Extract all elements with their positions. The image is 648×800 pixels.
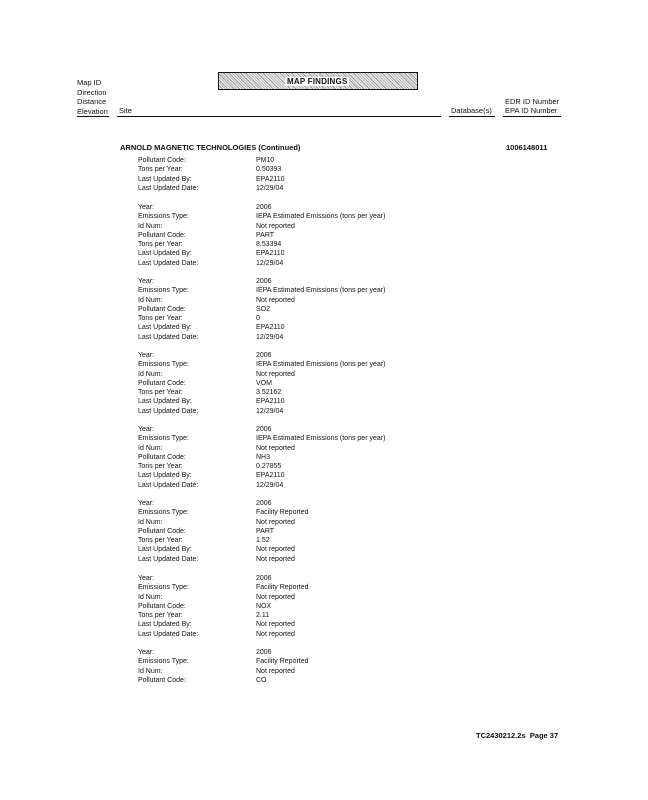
row-label: Pollutant Code: — [138, 676, 186, 684]
row-label: Year: — [138, 426, 155, 433]
database-label: Database(s) — [451, 106, 492, 115]
row-value: 8.53394 — [256, 241, 282, 249]
row-value: Facility Reported — [256, 584, 309, 592]
row-value: Facility Reported — [256, 658, 309, 666]
row-value: Not reported — [256, 667, 295, 675]
map-id-label: Map ID — [77, 78, 102, 87]
row-label: Tons per Year: — [138, 166, 183, 174]
row-value: Not reported — [256, 593, 295, 601]
row-value: IEPA Estimated Emissions (tons per year) — [256, 213, 386, 221]
row-label: Emissions Type: — [138, 361, 189, 369]
row-label: Id Num: — [138, 370, 163, 378]
row-label: Last Updated By: — [138, 250, 192, 258]
row-value: IEPA Estimated Emissions (tons per year) — [256, 435, 386, 443]
row-value: PART — [256, 527, 275, 535]
site-underline — [117, 116, 441, 117]
row-value: 2006 — [256, 204, 272, 211]
row-label: Tons per Year: — [138, 315, 183, 323]
row-label: Emissions Type: — [138, 509, 189, 517]
row-value: NOX — [256, 602, 272, 610]
section-title: ARNOLD MAGNETIC TECHNOLOGIES (Continued) — [120, 143, 301, 152]
row-label: Last Updated Date: — [138, 555, 199, 563]
row-label: Pollutant Code: — [138, 527, 186, 535]
row-value: 0.27855 — [256, 463, 282, 471]
row-label: Last Updated By: — [138, 175, 192, 183]
row-value: Not reported — [256, 296, 295, 304]
row-label: Year: — [138, 500, 155, 507]
row-value: 2.11 — [256, 612, 270, 620]
row-label: Id Num: — [138, 296, 163, 304]
row-label: Last Updated By: — [138, 546, 192, 554]
row-label: Pollutant Code: — [138, 453, 186, 461]
row-value: IEPA Estimated Emissions (tons per year) — [256, 361, 386, 369]
row-label: Id Num: — [138, 593, 163, 601]
footer-page-number: Page 37 — [529, 731, 559, 740]
row-value: Not reported — [256, 444, 295, 452]
row-label: Year: — [138, 575, 155, 582]
row-label: Emissions Type: — [138, 213, 189, 221]
row-value: VOM — [256, 379, 272, 387]
epa-id-label: EPA ID Number — [505, 106, 558, 115]
row-label: Last Updated By: — [138, 324, 192, 332]
row-value: 1.52 — [256, 537, 270, 545]
row-label: Last Updated Date: — [138, 407, 199, 415]
row-value: NH3 — [256, 453, 271, 461]
row-value: Facility Reported — [256, 509, 309, 517]
elevation-label: Elevation — [77, 106, 108, 116]
row-label: Id Num: — [138, 444, 163, 452]
row-value: EPA2110 — [256, 324, 285, 332]
row-label: Year: — [138, 278, 155, 285]
row-value: 2006 — [256, 649, 272, 656]
row-label: Tons per Year: — [138, 389, 183, 397]
row-label: Emissions Type: — [138, 584, 189, 592]
row-label: Emissions Type: — [138, 435, 189, 443]
edr-id-label: EDR ID Number — [505, 97, 560, 106]
row-label: Last Updated Date: — [138, 184, 199, 192]
row-value: 3.52162 — [256, 389, 282, 397]
row-value: Not reported — [256, 630, 295, 638]
row-value: 12/29/04 — [256, 481, 284, 489]
row-label: Id Num: — [138, 518, 163, 526]
row-label: Last Updated Date: — [138, 259, 199, 267]
row-label: Id Num: — [138, 667, 163, 675]
row-value: 12/29/04 — [256, 259, 284, 267]
direction-label: Direction — [77, 87, 107, 97]
site-label: Site — [119, 106, 132, 115]
row-label: Tons per Year: — [138, 463, 183, 471]
row-label: Last Updated Date: — [138, 630, 199, 638]
elevation-underline — [77, 116, 109, 117]
row-label: Pollutant Code: — [138, 379, 186, 387]
row-value: 2006 — [256, 426, 272, 433]
page-footer — [476, 731, 558, 740]
section-id: 1006148011 — [506, 143, 548, 152]
row-label: Tons per Year: — [138, 537, 183, 545]
row-value: 2006 — [256, 500, 272, 507]
row-value: SO2 — [256, 305, 271, 313]
row-value: PART — [256, 231, 275, 239]
row-label: Year: — [138, 649, 155, 656]
row-label: Pollutant Code: — [138, 157, 186, 164]
row-value: EPA2110 — [256, 472, 285, 480]
row-value: EPA2110 — [256, 398, 285, 406]
row-label: Pollutant Code: — [138, 305, 186, 313]
map-findings-banner — [218, 72, 418, 90]
row-label: Emissions Type: — [138, 287, 189, 295]
row-value: 2006 — [256, 352, 272, 359]
banner-title: MAP FINDINGS — [287, 77, 348, 86]
row-value: CO — [256, 676, 267, 684]
row-value: IEPA Estimated Emissions (tons per year) — [256, 287, 386, 295]
row-value: 2006 — [256, 278, 272, 285]
row-value: PM10 — [256, 157, 275, 164]
row-value: Not reported — [256, 370, 295, 378]
row-label: Tons per Year: — [138, 612, 183, 620]
row-value: 12/29/04 — [256, 407, 284, 415]
row-value: Not reported — [256, 518, 295, 526]
row-label: Year: — [138, 352, 155, 359]
row-value: EPA2110 — [256, 250, 285, 258]
row-label: Pollutant Code: — [138, 602, 186, 610]
row-value: Not reported — [256, 222, 295, 230]
row-value: Not reported — [256, 621, 295, 629]
row-value: EPA2110 — [256, 175, 285, 183]
row-label: Last Updated Date: — [138, 481, 199, 489]
row-label: Pollutant Code: — [138, 231, 186, 239]
row-label: Emissions Type: — [138, 658, 189, 666]
row-value: 12/29/04 — [256, 184, 284, 192]
row-value: Not reported — [256, 546, 295, 554]
footer-doc-id: TC2430212.2s — [476, 731, 526, 740]
row-value: 12/29/04 — [256, 333, 284, 341]
row-label: Id Num: — [138, 222, 163, 230]
row-value: 0.50393 — [256, 166, 282, 174]
header-left-labels — [77, 78, 108, 116]
row-label: Last Updated By: — [138, 472, 192, 480]
row-label: Last Updated Date: — [138, 333, 199, 341]
row-label: Last Updated By: — [138, 398, 192, 406]
distance-label: Distance — [77, 97, 107, 106]
row-value: 0 — [256, 315, 260, 323]
id-underline — [503, 116, 561, 117]
row-label: Tons per Year: — [138, 241, 183, 249]
row-value: 2006 — [256, 575, 272, 582]
row-value: Not reported — [256, 555, 295, 563]
row-label: Last Updated By: — [138, 621, 192, 629]
database-underline — [449, 116, 495, 117]
row-label: Year: — [138, 204, 155, 211]
